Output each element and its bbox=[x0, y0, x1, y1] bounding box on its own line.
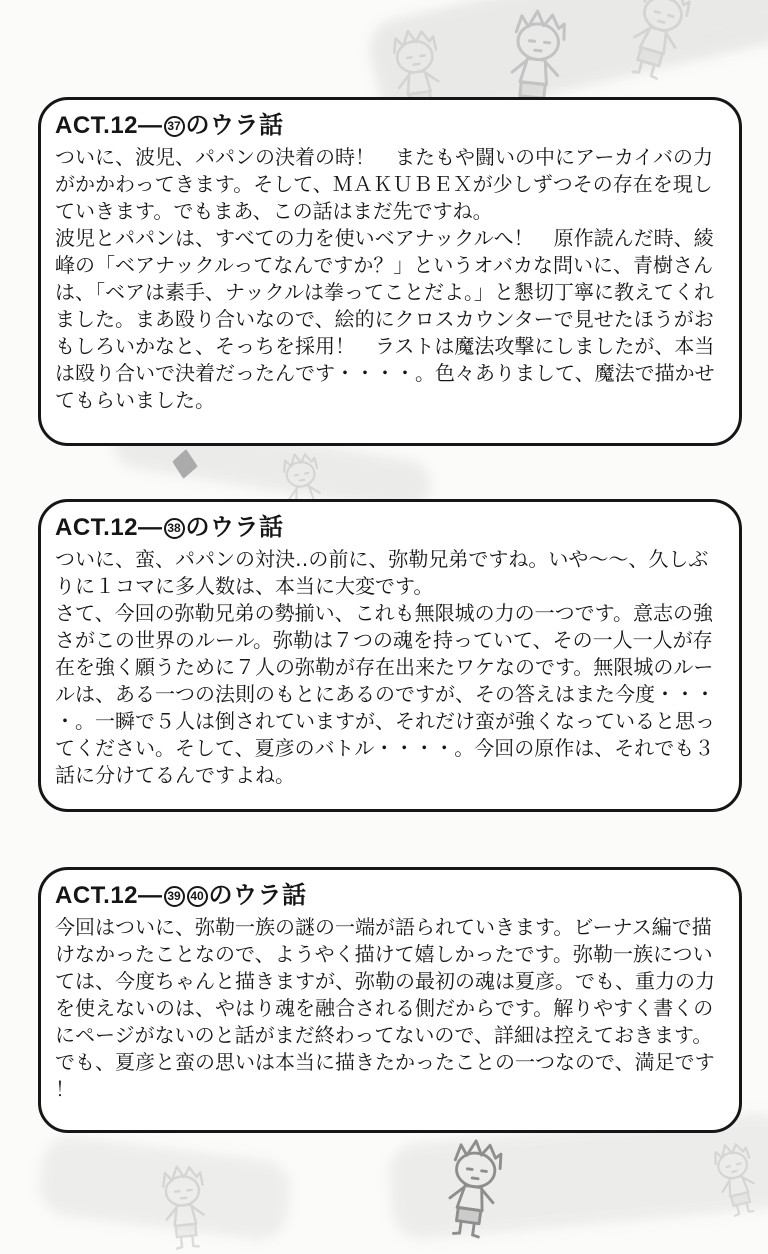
circled-chapter-number: 39 bbox=[164, 886, 185, 907]
title-suffix: のウラ話 bbox=[208, 882, 307, 909]
panel-title bbox=[55, 881, 724, 911]
chibi-sketch-icon bbox=[148, 1159, 219, 1254]
title-prefix: ACT.12— bbox=[55, 882, 163, 909]
panel-paragraph: 今回はついに、弥勒一族の謎の一端が語られていきます。ビーナス編で描けなかったことなので、ようやく描けて嬉しかったです。弥勒一族については、今度ちゃんと描きますが、弥勒の最初の魂は夏彦。でも、重力の力を使えないのは、やはり魂を融合される側だからです。解りやすく書くのにページがないのと話がまだ終わってないので、詳細は控えておきます。でも、夏彦と蛮の思いは本当に描きたかったことの一つなので、満足です！ bbox=[55, 917, 715, 1101]
title-prefix: ACT.12— bbox=[55, 514, 163, 541]
panel-title bbox=[55, 111, 724, 141]
panel-paragraph: さて、今回の弥勒兄弟の勢揃い、これも無限城の力の一つです。意志の強さがこの世界のルール。弥勒は７つの魂を持っていて、その一人一人が存在を強く願うために７人の弥勒が存在出来たワケなのです。無限城のルールは、ある一つの法則のもとにあるのですが、その答えはまた今度・・・・。一瞬で５人は倒されていますが、それだけ蛮が強くなっていると思ってください。そして、夏彦のバトル・・・・。今回の原作は、それでも３話に分けてるんですよね。 bbox=[55, 603, 715, 787]
title-suffix: のウラ話 bbox=[185, 112, 284, 139]
commentary-panel-act39-40 bbox=[38, 867, 742, 1133]
panel-paragraph: 波児とパパンは、すべての力を使いベアナックルへ！ 原作読んだ時、綾峰の「ベアナックルってなんですか？」というオバカな問いに、青樹さんは、「ベアは素手、ナックルは拳ってことだよ。」と懇切丁寧に教えてくれました。まあ殴り合いなので、絵的にクロスカウンターで見せたほうがおもしろいかなと、そっちを採用！ ラストは魔法攻撃にしましたが、本当は殴り合いで決着だったんです・・・・。色々ありまして、魔法で描かせてもらいました。 bbox=[55, 228, 715, 412]
chibi-sketch-icon bbox=[429, 1131, 515, 1243]
title-suffix: のウラ話 bbox=[185, 514, 284, 541]
circled-chapter-number: 40 bbox=[187, 886, 208, 907]
commentary-panel-act37 bbox=[38, 97, 742, 446]
circled-chapter-number: 37 bbox=[164, 116, 185, 137]
panel-paragraph: ついに、波児、パパンの決着の時！ またもや闘いの中にアーカイバの力がかかわってきます。そして、ＭＡＫＵＢＥＸが少しずつその存在を現していきます。でもまあ、この話はまだ先ですね。 bbox=[55, 147, 713, 223]
panel-title bbox=[55, 513, 724, 543]
commentary-panel-act38 bbox=[38, 499, 742, 812]
circled-chapter-number: 38 bbox=[164, 518, 185, 539]
panel-paragraph: ついに、蛮、パパンの対決‥の前に、弥勒兄弟ですね。いや〜〜、久しぶりに１コマに多人数は、本当に大変です。 bbox=[55, 549, 709, 598]
title-prefix: ACT.12— bbox=[55, 112, 163, 139]
